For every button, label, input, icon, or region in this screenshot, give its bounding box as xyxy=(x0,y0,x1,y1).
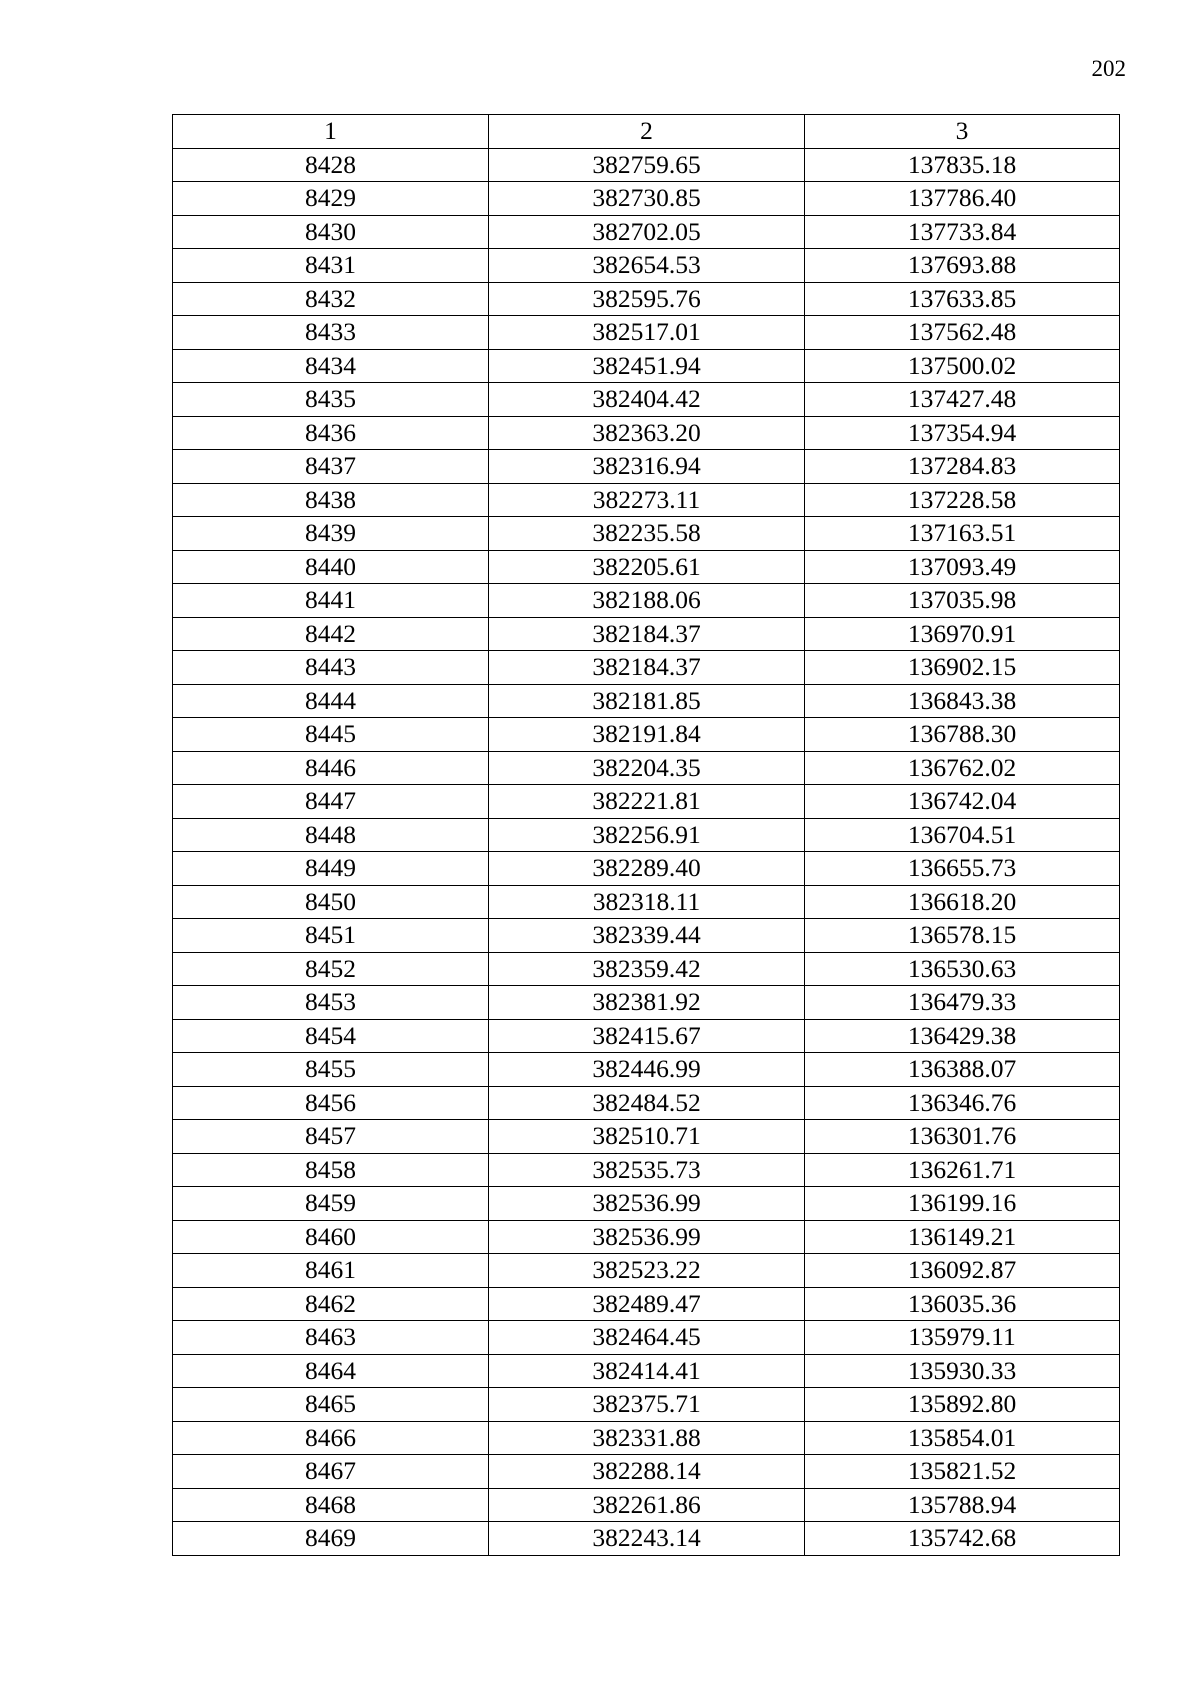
table-cell-col-1: 8460 xyxy=(173,1220,489,1254)
table-cell-col-1: 8466 xyxy=(173,1421,489,1455)
table-row xyxy=(173,383,1120,417)
table-cell-col-1: 8467 xyxy=(173,1455,489,1489)
table-cell-col-1: 8450 xyxy=(173,885,489,919)
table-cell-col-1: 8465 xyxy=(173,1388,489,1422)
table-cell-col-1: 8457 xyxy=(173,1120,489,1154)
table-cell-col-2: 382359.42 xyxy=(489,952,805,986)
table-cell-col-3: 136578.15 xyxy=(805,919,1120,953)
table-cell-col-3: 136742.04 xyxy=(805,785,1120,819)
table-cell-col-3: 136479.33 xyxy=(805,986,1120,1020)
table-cell-col-3: 136704.51 xyxy=(805,818,1120,852)
table-cell-col-3: 136301.76 xyxy=(805,1120,1120,1154)
table-cell-col-1: 8433 xyxy=(173,316,489,350)
table-cell-col-1: 8452 xyxy=(173,952,489,986)
table-cell-col-1: 8454 xyxy=(173,1019,489,1053)
table-row xyxy=(173,1488,1120,1522)
table-cell-col-2: 382510.71 xyxy=(489,1120,805,1154)
table-cell-col-1: 8439 xyxy=(173,517,489,551)
table-row xyxy=(173,751,1120,785)
table-cell-col-2: 382404.42 xyxy=(489,383,805,417)
table-cell-col-1: 8445 xyxy=(173,718,489,752)
table-cell-col-1: 8444 xyxy=(173,684,489,718)
table-row xyxy=(173,1019,1120,1053)
table-cell-col-1: 8463 xyxy=(173,1321,489,1355)
table-cell-col-1: 8434 xyxy=(173,349,489,383)
table-row xyxy=(173,483,1120,517)
table-cell-col-2: 382415.67 xyxy=(489,1019,805,1053)
table-cell-col-3: 137228.58 xyxy=(805,483,1120,517)
table-cell-col-1: 8443 xyxy=(173,651,489,685)
table-cell-col-3: 135821.52 xyxy=(805,1455,1120,1489)
table-cell-col-2: 382523.22 xyxy=(489,1254,805,1288)
table-cell-col-2: 382289.40 xyxy=(489,852,805,886)
table-row xyxy=(173,450,1120,484)
table-cell-col-2: 382484.52 xyxy=(489,1086,805,1120)
table-row xyxy=(173,1120,1120,1154)
table-cell-col-3: 136149.21 xyxy=(805,1220,1120,1254)
table-row xyxy=(173,1321,1120,1355)
coordinates-table xyxy=(172,114,1120,1556)
table-cell-col-2: 382595.76 xyxy=(489,282,805,316)
table-cell-col-2: 382535.73 xyxy=(489,1153,805,1187)
table-cell-col-1: 8464 xyxy=(173,1354,489,1388)
table-row xyxy=(173,148,1120,182)
table-row xyxy=(173,852,1120,886)
table-body xyxy=(173,148,1120,1555)
table-row xyxy=(173,651,1120,685)
table-row xyxy=(173,718,1120,752)
table-cell-col-2: 382221.81 xyxy=(489,785,805,819)
table-cell-col-2: 382273.11 xyxy=(489,483,805,517)
table-cell-col-3: 137786.40 xyxy=(805,182,1120,216)
table-row xyxy=(173,1220,1120,1254)
table-cell-col-3: 137562.48 xyxy=(805,316,1120,350)
table-row xyxy=(173,617,1120,651)
table-row xyxy=(173,818,1120,852)
table-cell-col-1: 8440 xyxy=(173,550,489,584)
table-cell-col-2: 382188.06 xyxy=(489,584,805,618)
table-row xyxy=(173,349,1120,383)
table-cell-col-3: 136762.02 xyxy=(805,751,1120,785)
table-cell-col-3: 136346.76 xyxy=(805,1086,1120,1120)
table-row xyxy=(173,885,1120,919)
table-cell-col-1: 8448 xyxy=(173,818,489,852)
table-cell-col-1: 8432 xyxy=(173,282,489,316)
column-header-1: 1 xyxy=(173,115,489,149)
table-cell-col-3: 135979.11 xyxy=(805,1321,1120,1355)
table-cell-col-1: 8436 xyxy=(173,416,489,450)
table-cell-col-3: 137284.83 xyxy=(805,450,1120,484)
table-cell-col-2: 382339.44 xyxy=(489,919,805,953)
table-cell-col-2: 382536.99 xyxy=(489,1187,805,1221)
table-row xyxy=(173,785,1120,819)
table-cell-col-2: 382288.14 xyxy=(489,1455,805,1489)
table-cell-col-2: 382536.99 xyxy=(489,1220,805,1254)
table-row xyxy=(173,316,1120,350)
table-cell-col-3: 136970.91 xyxy=(805,617,1120,651)
table-cell-col-2: 382181.85 xyxy=(489,684,805,718)
table-cell-col-1: 8453 xyxy=(173,986,489,1020)
table-cell-col-1: 8462 xyxy=(173,1287,489,1321)
table-row xyxy=(173,1354,1120,1388)
table-cell-col-3: 135930.33 xyxy=(805,1354,1120,1388)
table-cell-col-3: 136655.73 xyxy=(805,852,1120,886)
column-header-2: 2 xyxy=(489,115,805,149)
table-cell-col-3: 137633.85 xyxy=(805,282,1120,316)
table-row xyxy=(173,1187,1120,1221)
table-row xyxy=(173,416,1120,450)
table-cell-col-2: 382205.61 xyxy=(489,550,805,584)
table-cell-col-1: 8441 xyxy=(173,584,489,618)
table-row xyxy=(173,684,1120,718)
table-row xyxy=(173,1053,1120,1087)
table-row xyxy=(173,952,1120,986)
table-cell-col-1: 8451 xyxy=(173,919,489,953)
table-cell-col-3: 135892.80 xyxy=(805,1388,1120,1422)
table-cell-col-3: 136902.15 xyxy=(805,651,1120,685)
table-cell-col-3: 136035.36 xyxy=(805,1287,1120,1321)
table-cell-col-1: 8442 xyxy=(173,617,489,651)
table-cell-col-1: 8458 xyxy=(173,1153,489,1187)
table-cell-col-3: 136788.30 xyxy=(805,718,1120,752)
table-row xyxy=(173,182,1120,216)
table-cell-col-3: 136092.87 xyxy=(805,1254,1120,1288)
table-row xyxy=(173,1254,1120,1288)
table-cell-col-3: 136199.16 xyxy=(805,1187,1120,1221)
table-cell-col-2: 382759.65 xyxy=(489,148,805,182)
table-row xyxy=(173,1388,1120,1422)
table-cell-col-2: 382654.53 xyxy=(489,249,805,283)
table-cell-col-3: 136429.38 xyxy=(805,1019,1120,1053)
table-row xyxy=(173,1287,1120,1321)
table-cell-col-3: 136618.20 xyxy=(805,885,1120,919)
table-cell-col-3: 137835.18 xyxy=(805,148,1120,182)
column-header-3: 3 xyxy=(805,115,1120,149)
table-cell-col-1: 8447 xyxy=(173,785,489,819)
table-cell-col-2: 382517.01 xyxy=(489,316,805,350)
table-cell-col-2: 382446.99 xyxy=(489,1053,805,1087)
table-cell-col-1: 8431 xyxy=(173,249,489,283)
table-cell-col-1: 8449 xyxy=(173,852,489,886)
table-cell-col-1: 8438 xyxy=(173,483,489,517)
table-cell-col-2: 382451.94 xyxy=(489,349,805,383)
table-cell-col-1: 8437 xyxy=(173,450,489,484)
table-cell-col-2: 382184.37 xyxy=(489,617,805,651)
table-cell-col-1: 8430 xyxy=(173,215,489,249)
table-cell-col-2: 382191.84 xyxy=(489,718,805,752)
table-cell-col-2: 382489.47 xyxy=(489,1287,805,1321)
table-cell-col-2: 382730.85 xyxy=(489,182,805,216)
table-cell-col-1: 8429 xyxy=(173,182,489,216)
table-cell-col-1: 8428 xyxy=(173,148,489,182)
table-row xyxy=(173,1086,1120,1120)
table-cell-col-2: 382316.94 xyxy=(489,450,805,484)
table-cell-col-2: 382184.37 xyxy=(489,651,805,685)
table-row xyxy=(173,1455,1120,1489)
page-number: 202 xyxy=(1091,56,1126,81)
table-cell-col-3: 136530.63 xyxy=(805,952,1120,986)
table-cell-col-3: 137427.48 xyxy=(805,383,1120,417)
table-cell-col-3: 136261.71 xyxy=(805,1153,1120,1187)
table-cell-col-1: 8468 xyxy=(173,1488,489,1522)
table-cell-col-3: 135742.68 xyxy=(805,1522,1120,1556)
table-row xyxy=(173,1522,1120,1556)
table-cell-col-2: 382204.35 xyxy=(489,751,805,785)
table-header-row xyxy=(173,115,1120,149)
table-cell-col-3: 137354.94 xyxy=(805,416,1120,450)
table-cell-col-3: 137035.98 xyxy=(805,584,1120,618)
table-cell-col-2: 382261.86 xyxy=(489,1488,805,1522)
table-cell-col-3: 135854.01 xyxy=(805,1421,1120,1455)
table-row xyxy=(173,550,1120,584)
table-cell-col-2: 382243.14 xyxy=(489,1522,805,1556)
table-row xyxy=(173,919,1120,953)
table-row xyxy=(173,986,1120,1020)
table-row xyxy=(173,1421,1120,1455)
table-cell-col-2: 382256.91 xyxy=(489,818,805,852)
table-row xyxy=(173,249,1120,283)
table-cell-col-2: 382318.11 xyxy=(489,885,805,919)
table-cell-col-2: 382414.41 xyxy=(489,1354,805,1388)
table-cell-col-3: 137500.02 xyxy=(805,349,1120,383)
table-cell-col-3: 136388.07 xyxy=(805,1053,1120,1087)
table-cell-col-2: 382235.58 xyxy=(489,517,805,551)
table-row xyxy=(173,1153,1120,1187)
table-cell-col-3: 137163.51 xyxy=(805,517,1120,551)
table-cell-col-2: 382363.20 xyxy=(489,416,805,450)
table-cell-col-1: 8455 xyxy=(173,1053,489,1087)
table-cell-col-1: 8459 xyxy=(173,1187,489,1221)
table-cell-col-3: 136843.38 xyxy=(805,684,1120,718)
table-cell-col-2: 382702.05 xyxy=(489,215,805,249)
table-cell-col-1: 8446 xyxy=(173,751,489,785)
table-cell-col-2: 382381.92 xyxy=(489,986,805,1020)
table-cell-col-1: 8435 xyxy=(173,383,489,417)
table-cell-col-2: 382331.88 xyxy=(489,1421,805,1455)
table-row xyxy=(173,282,1120,316)
table-row xyxy=(173,584,1120,618)
table-cell-col-3: 135788.94 xyxy=(805,1488,1120,1522)
table-cell-col-3: 137733.84 xyxy=(805,215,1120,249)
table-cell-col-3: 137093.49 xyxy=(805,550,1120,584)
table-cell-col-2: 382375.71 xyxy=(489,1388,805,1422)
table-row xyxy=(173,215,1120,249)
table-row xyxy=(173,517,1120,551)
table-cell-col-1: 8469 xyxy=(173,1522,489,1556)
table-cell-col-2: 382464.45 xyxy=(489,1321,805,1355)
table-cell-col-3: 137693.88 xyxy=(805,249,1120,283)
table-cell-col-1: 8456 xyxy=(173,1086,489,1120)
table-cell-col-1: 8461 xyxy=(173,1254,489,1288)
